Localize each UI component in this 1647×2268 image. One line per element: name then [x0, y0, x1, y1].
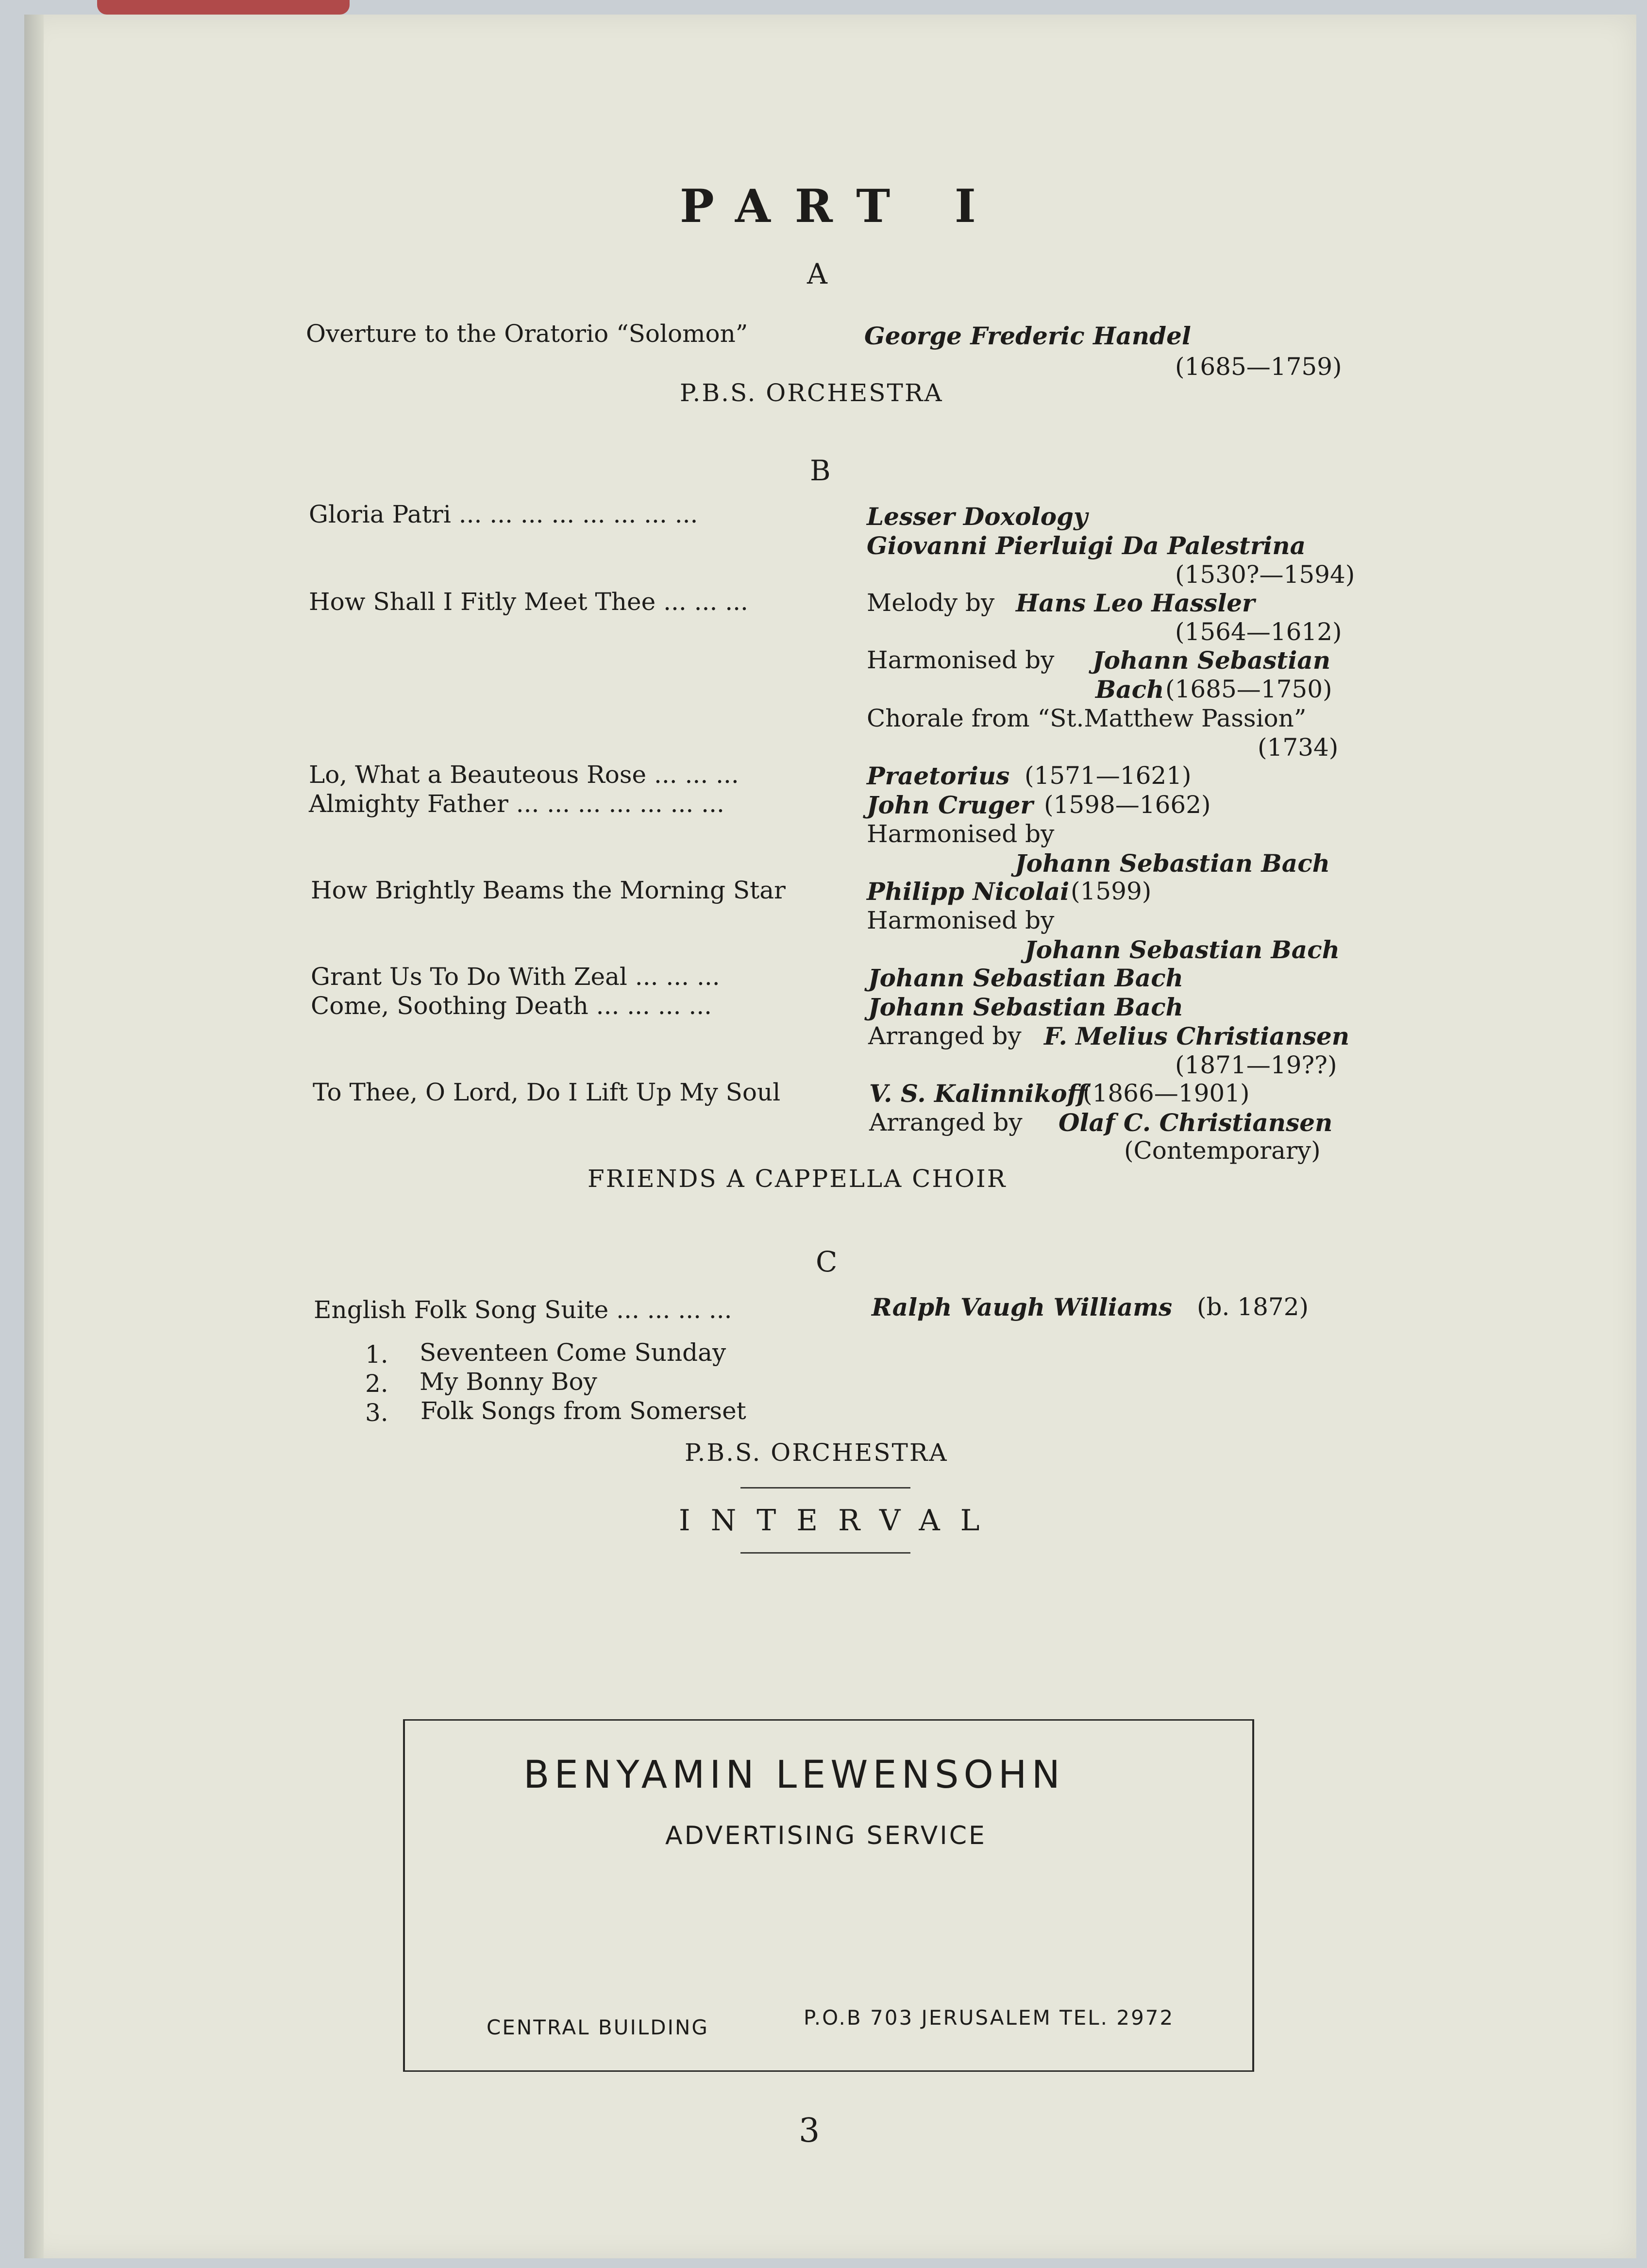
work-composer: Johann Sebastian Bach [868, 993, 1183, 1021]
work-dates: (1866—1901) [1083, 1079, 1250, 1107]
work-title: Overture to the Oratorio “Solomon” [306, 320, 748, 348]
work-title: Lo, What a Beauteous Rose ... ... ... [309, 761, 739, 789]
work-dates: (1599) [1071, 877, 1152, 905]
bookmark-ribbon [97, 0, 350, 15]
work-credit: Melody by [867, 589, 995, 617]
movement-number: 3. [365, 1399, 388, 1427]
divider-rule [740, 1552, 910, 1554]
divider-rule [740, 1487, 910, 1489]
work-dates: (b. 1872) [1197, 1293, 1309, 1321]
work-credit: Arranged by [868, 1022, 1022, 1050]
work-title: How Brightly Beams the Morning Star [311, 876, 786, 904]
work-title: Gloria Patri ... ... ... ... ... ... ... ... [309, 500, 698, 528]
work-dates: (1564—1612) [1175, 618, 1342, 646]
work-dates: (1571—1621) [1025, 762, 1192, 790]
work-dates: (1871—19??) [1175, 1051, 1337, 1079]
performer: P.B.S. ORCHESTRA [680, 379, 943, 407]
work-credit: Harmonised by [867, 820, 1055, 848]
work-title: Almighty Father ... ... ... ... ... ... ... [309, 790, 724, 818]
work-composer: Johann Sebastian Bach [1015, 849, 1330, 878]
work-dates: (1598—1662) [1044, 791, 1211, 819]
work-composer: Lesser Doxology [867, 502, 1088, 531]
work-composer: Praetorius [867, 762, 1010, 790]
work-composer: Ralph Vaugh Williams [872, 1293, 1173, 1321]
performer: P.B.S. ORCHESTRA [685, 1439, 948, 1467]
work-title: To Thee, O Lord, Do I Lift Up My Soul [313, 1078, 781, 1106]
section-b-letter: B [810, 454, 831, 487]
work-composer: Giovanni Pierluigi Da Palestrina [867, 531, 1306, 560]
work-composer: George Frederic Handel [864, 322, 1191, 350]
work-composer: Bach [1095, 675, 1164, 704]
work-note: Chorale from “St.Matthew Passion” [867, 704, 1307, 732]
work-credit: Harmonised by [867, 646, 1055, 674]
work-title: Grant Us To Do With Zeal ... ... ... [311, 963, 720, 991]
work-dates: (1530?—1594) [1175, 560, 1355, 589]
work-credit: Arranged by [869, 1108, 1023, 1136]
work-composer: Olaf C. Christiansen [1059, 1108, 1333, 1137]
movement-title: Seventeen Come Sunday [420, 1338, 726, 1367]
page-number: 3 [799, 2112, 820, 2150]
section-c-letter: C [816, 1245, 838, 1278]
work-composer: Philipp Nicolai [867, 877, 1070, 906]
work-composer: John Cruger [867, 791, 1033, 819]
movement-title: My Bonny Boy [420, 1368, 597, 1396]
work-title: How Shall I Fitly Meet Thee ... ... ... [309, 588, 748, 616]
part-title: PART I [680, 180, 1000, 233]
page-spine [24, 15, 44, 2258]
advertiser-address: P.O.B 703 JERUSALEM TEL. 2972 [804, 2006, 1175, 2030]
work-credit: Harmonised by [867, 906, 1055, 934]
work-dates: (1685—1750) [1165, 675, 1332, 703]
work-composer: F. Melius Christiansen [1044, 1022, 1350, 1050]
work-title: English Folk Song Suite ... ... ... ... [314, 1296, 732, 1324]
movement-title: Folk Songs from Somerset [420, 1397, 746, 1425]
work-composer: Johann Sebastian [1092, 646, 1331, 675]
work-dates: (1734) [1258, 733, 1339, 762]
work-dates: (Contemporary) [1124, 1136, 1321, 1165]
work-composer: Johann Sebastian Bach [1025, 935, 1340, 964]
work-composer: Hans Leo Hassler [1016, 589, 1255, 617]
advertiser-service: ADVERTISING SERVICE [665, 1821, 987, 1850]
movement-number: 2. [365, 1370, 388, 1398]
interval-heading: INTERVAL [679, 1504, 1000, 1538]
performer: FRIENDS A CAPPELLA CHOIR [588, 1165, 1007, 1193]
work-title: Come, Soothing Death ... ... ... ... [311, 992, 712, 1020]
section-a-letter: A [807, 257, 827, 290]
advertiser-name: BENYAMIN LEWENSOHN [523, 1753, 1065, 1797]
advertiser-building: CENTRAL BUILDING [487, 2015, 709, 2039]
work-dates: (1685—1759) [1175, 353, 1342, 381]
movement-number: 1. [365, 1340, 388, 1369]
work-composer: Johann Sebastian Bach [868, 964, 1183, 992]
work-composer: V. S. Kalinnikoff [869, 1079, 1087, 1108]
